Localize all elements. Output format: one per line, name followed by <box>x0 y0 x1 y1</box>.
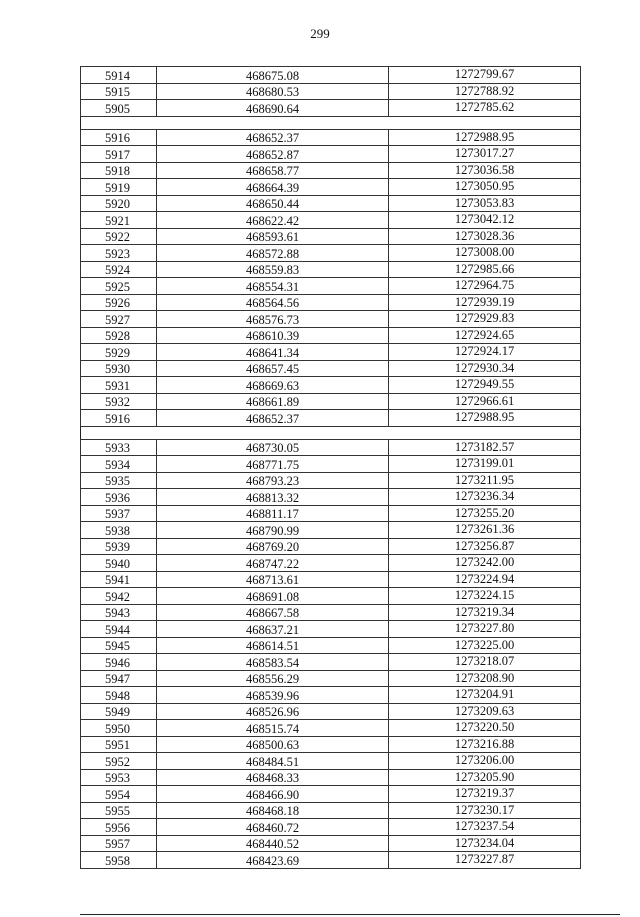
y-coordinate-cell: 1272966.61 <box>389 393 581 410</box>
point-id-cell: 5921 <box>81 212 157 229</box>
table-row <box>81 522 581 539</box>
table-row <box>81 195 581 212</box>
point-id-cell: 5939 <box>81 538 157 555</box>
x-coordinate-cell: 468556.29 <box>157 670 389 687</box>
y-coordinate-cell: 1273218.07 <box>389 654 581 671</box>
table-row <box>81 571 581 588</box>
table-row <box>81 769 581 786</box>
point-id-cell: 5952 <box>81 753 157 770</box>
x-coordinate-cell: 468661.89 <box>157 393 389 410</box>
x-coordinate-cell: 468554.31 <box>157 278 389 295</box>
x-coordinate-cell: 468769.20 <box>157 538 389 555</box>
y-coordinate-cell: 1272924.65 <box>389 327 581 344</box>
table-row <box>81 67 581 84</box>
x-coordinate-cell: 468652.37 <box>157 410 389 427</box>
point-id-cell: 5916 <box>81 410 157 427</box>
x-coordinate-cell: 468593.61 <box>157 228 389 245</box>
table-row <box>81 621 581 638</box>
x-coordinate-cell: 468576.73 <box>157 311 389 328</box>
table-row <box>81 100 581 117</box>
table-row <box>81 410 581 427</box>
point-id-cell: 5917 <box>81 146 157 163</box>
point-id-cell: 5954 <box>81 786 157 803</box>
y-coordinate-cell: 1273255.20 <box>389 505 581 522</box>
table-row <box>81 852 581 869</box>
x-coordinate-cell: 468664.39 <box>157 179 389 196</box>
coordinates-table <box>80 66 581 869</box>
y-coordinate-cell: 1273050.95 <box>389 179 581 196</box>
point-id-cell: 5942 <box>81 588 157 605</box>
x-coordinate-cell: 468730.05 <box>157 439 389 456</box>
table-row <box>81 294 581 311</box>
y-coordinate-cell: 1273225.00 <box>389 637 581 654</box>
page-number: 299 <box>310 26 330 41</box>
y-coordinate-cell: 1273053.83 <box>389 195 581 212</box>
x-coordinate-cell: 468614.51 <box>157 637 389 654</box>
table-row <box>81 654 581 671</box>
y-coordinate-cell: 1272949.55 <box>389 377 581 394</box>
table-row <box>81 228 581 245</box>
y-coordinate-cell: 1272964.75 <box>389 278 581 295</box>
x-coordinate-cell: 468468.33 <box>157 769 389 786</box>
point-id-cell: 5933 <box>81 439 157 456</box>
x-coordinate-cell: 468572.88 <box>157 245 389 262</box>
x-coordinate-cell: 468641.34 <box>157 344 389 361</box>
x-coordinate-cell: 468790.99 <box>157 522 389 539</box>
table-row <box>81 83 581 100</box>
point-id-cell: 5916 <box>81 129 157 146</box>
y-coordinate-cell: 1273205.90 <box>389 769 581 786</box>
point-id-cell: 5914 <box>81 67 157 84</box>
table-row <box>81 555 581 572</box>
y-coordinate-cell: 1273028.36 <box>389 228 581 245</box>
table-row <box>81 588 581 605</box>
x-coordinate-cell: 468423.69 <box>157 852 389 869</box>
y-coordinate-cell: 1273237.54 <box>389 819 581 836</box>
point-id-cell: 5941 <box>81 571 157 588</box>
y-coordinate-cell: 1272988.95 <box>389 129 581 146</box>
y-coordinate-cell: 1272788.92 <box>389 83 581 100</box>
table-row <box>81 538 581 555</box>
y-coordinate-cell: 1273219.34 <box>389 604 581 621</box>
y-coordinate-cell: 1273261.36 <box>389 522 581 539</box>
point-id-cell: 5932 <box>81 393 157 410</box>
point-id-cell: 5949 <box>81 703 157 720</box>
table-row <box>81 670 581 687</box>
x-coordinate-cell: 468771.75 <box>157 456 389 473</box>
y-coordinate-cell: 1272929.83 <box>389 311 581 328</box>
point-id-cell: 5928 <box>81 327 157 344</box>
x-coordinate-cell: 468658.77 <box>157 162 389 179</box>
point-id-cell: 5955 <box>81 802 157 819</box>
y-coordinate-cell: 1273199.01 <box>389 456 581 473</box>
y-coordinate-cell: 1272930.34 <box>389 360 581 377</box>
point-id-cell: 5935 <box>81 472 157 489</box>
point-id-cell: 5924 <box>81 261 157 278</box>
x-coordinate-cell: 468460.72 <box>157 819 389 836</box>
y-coordinate-cell: 1272924.17 <box>389 344 581 361</box>
point-id-cell: 5918 <box>81 162 157 179</box>
point-id-cell: 5925 <box>81 278 157 295</box>
group-separator-row <box>81 426 581 439</box>
x-coordinate-cell: 468793.23 <box>157 472 389 489</box>
point-id-cell: 5905 <box>81 100 157 117</box>
x-coordinate-cell: 468468.18 <box>157 802 389 819</box>
table-row <box>81 360 581 377</box>
x-coordinate-cell: 468690.64 <box>157 100 389 117</box>
table-row <box>81 835 581 852</box>
point-id-cell: 5943 <box>81 604 157 621</box>
table-row <box>81 736 581 753</box>
point-id-cell: 5915 <box>81 83 157 100</box>
y-coordinate-cell: 1273219.37 <box>389 786 581 803</box>
table-row <box>81 344 581 361</box>
point-id-cell: 5945 <box>81 637 157 654</box>
x-coordinate-cell: 468622.42 <box>157 212 389 229</box>
table-row <box>81 439 581 456</box>
table-row <box>81 604 581 621</box>
table-row <box>81 327 581 344</box>
coordinates-table-body <box>81 67 581 869</box>
table-row <box>81 720 581 737</box>
point-id-cell: 5956 <box>81 819 157 836</box>
point-id-cell: 5922 <box>81 228 157 245</box>
x-coordinate-cell: 468747.22 <box>157 555 389 572</box>
x-coordinate-cell: 468583.54 <box>157 654 389 671</box>
x-coordinate-cell: 468691.08 <box>157 588 389 605</box>
y-coordinate-cell: 1273227.80 <box>389 621 581 638</box>
y-coordinate-cell: 1273256.87 <box>389 538 581 555</box>
separator-cell <box>81 426 581 439</box>
bottom-rule <box>80 914 620 915</box>
x-coordinate-cell: 468539.96 <box>157 687 389 704</box>
table-row <box>81 261 581 278</box>
table-row <box>81 162 581 179</box>
point-id-cell: 5934 <box>81 456 157 473</box>
separator-cell <box>81 116 581 129</box>
point-id-cell: 5931 <box>81 377 157 394</box>
y-coordinate-cell: 1273036.58 <box>389 162 581 179</box>
table-row <box>81 819 581 836</box>
x-coordinate-cell: 468811.17 <box>157 505 389 522</box>
y-coordinate-cell: 1273211.95 <box>389 472 581 489</box>
table-row <box>81 489 581 506</box>
x-coordinate-cell: 468466.90 <box>157 786 389 803</box>
x-coordinate-cell: 468650.44 <box>157 195 389 212</box>
x-coordinate-cell: 468680.53 <box>157 83 389 100</box>
point-id-cell: 5947 <box>81 670 157 687</box>
table-row <box>81 212 581 229</box>
point-id-cell: 5926 <box>81 294 157 311</box>
point-id-cell: 5957 <box>81 835 157 852</box>
point-id-cell: 5923 <box>81 245 157 262</box>
table-row <box>81 129 581 146</box>
y-coordinate-cell: 1273182.57 <box>389 439 581 456</box>
x-coordinate-cell: 468484.51 <box>157 753 389 770</box>
y-coordinate-cell: 1273042.12 <box>389 212 581 229</box>
point-id-cell: 5929 <box>81 344 157 361</box>
group-separator-row <box>81 116 581 129</box>
y-coordinate-cell: 1272985.66 <box>389 261 581 278</box>
table-row <box>81 456 581 473</box>
y-coordinate-cell: 1272799.67 <box>389 67 581 84</box>
point-id-cell: 5940 <box>81 555 157 572</box>
table-row <box>81 311 581 328</box>
table-row <box>81 278 581 295</box>
x-coordinate-cell: 468515.74 <box>157 720 389 737</box>
y-coordinate-cell: 1272785.62 <box>389 100 581 117</box>
x-coordinate-cell: 468500.63 <box>157 736 389 753</box>
x-coordinate-cell: 468652.37 <box>157 129 389 146</box>
x-coordinate-cell: 468652.87 <box>157 146 389 163</box>
point-id-cell: 5936 <box>81 489 157 506</box>
point-id-cell: 5927 <box>81 311 157 328</box>
y-coordinate-cell: 1273236.34 <box>389 489 581 506</box>
y-coordinate-cell: 1273209.63 <box>389 703 581 720</box>
table-row <box>81 703 581 720</box>
y-coordinate-cell: 1273224.94 <box>389 571 581 588</box>
y-coordinate-cell: 1272939.19 <box>389 294 581 311</box>
x-coordinate-cell: 468675.08 <box>157 67 389 84</box>
table-row <box>81 245 581 262</box>
point-id-cell: 5948 <box>81 687 157 704</box>
point-id-cell: 5930 <box>81 360 157 377</box>
table-row <box>81 786 581 803</box>
y-coordinate-cell: 1273206.00 <box>389 753 581 770</box>
y-coordinate-cell: 1273204.91 <box>389 687 581 704</box>
x-coordinate-cell: 468713.61 <box>157 571 389 588</box>
point-id-cell: 5951 <box>81 736 157 753</box>
x-coordinate-cell: 468669.63 <box>157 377 389 394</box>
table-row <box>81 146 581 163</box>
y-coordinate-cell: 1273208.90 <box>389 670 581 687</box>
y-coordinate-cell: 1273230.17 <box>389 802 581 819</box>
point-id-cell: 5950 <box>81 720 157 737</box>
table-row <box>81 753 581 770</box>
table-row <box>81 637 581 654</box>
point-id-cell: 5919 <box>81 179 157 196</box>
x-coordinate-cell: 468813.32 <box>157 489 389 506</box>
x-coordinate-cell: 468559.83 <box>157 261 389 278</box>
x-coordinate-cell: 468667.58 <box>157 604 389 621</box>
point-id-cell: 5946 <box>81 654 157 671</box>
x-coordinate-cell: 468440.52 <box>157 835 389 852</box>
point-id-cell: 5958 <box>81 852 157 869</box>
table-row <box>81 393 581 410</box>
x-coordinate-cell: 468657.45 <box>157 360 389 377</box>
table-row <box>81 505 581 522</box>
x-coordinate-cell: 468526.96 <box>157 703 389 720</box>
point-id-cell: 5937 <box>81 505 157 522</box>
table-row <box>81 687 581 704</box>
x-coordinate-cell: 468610.39 <box>157 327 389 344</box>
y-coordinate-cell: 1273220.50 <box>389 720 581 737</box>
y-coordinate-cell: 1272988.95 <box>389 410 581 427</box>
table-row <box>81 179 581 196</box>
y-coordinate-cell: 1273234.04 <box>389 835 581 852</box>
table-row <box>81 472 581 489</box>
point-id-cell: 5938 <box>81 522 157 539</box>
x-coordinate-cell: 468564.56 <box>157 294 389 311</box>
point-id-cell: 5953 <box>81 769 157 786</box>
table-row <box>81 377 581 394</box>
y-coordinate-cell: 1273216.88 <box>389 736 581 753</box>
point-id-cell: 5944 <box>81 621 157 638</box>
y-coordinate-cell: 1273008.00 <box>389 245 581 262</box>
table-row <box>81 802 581 819</box>
y-coordinate-cell: 1273017.27 <box>389 146 581 163</box>
y-coordinate-cell: 1273227.87 <box>389 852 581 869</box>
y-coordinate-cell: 1273224.15 <box>389 588 581 605</box>
x-coordinate-cell: 468637.21 <box>157 621 389 638</box>
y-coordinate-cell: 1273242.00 <box>389 555 581 572</box>
point-id-cell: 5920 <box>81 195 157 212</box>
